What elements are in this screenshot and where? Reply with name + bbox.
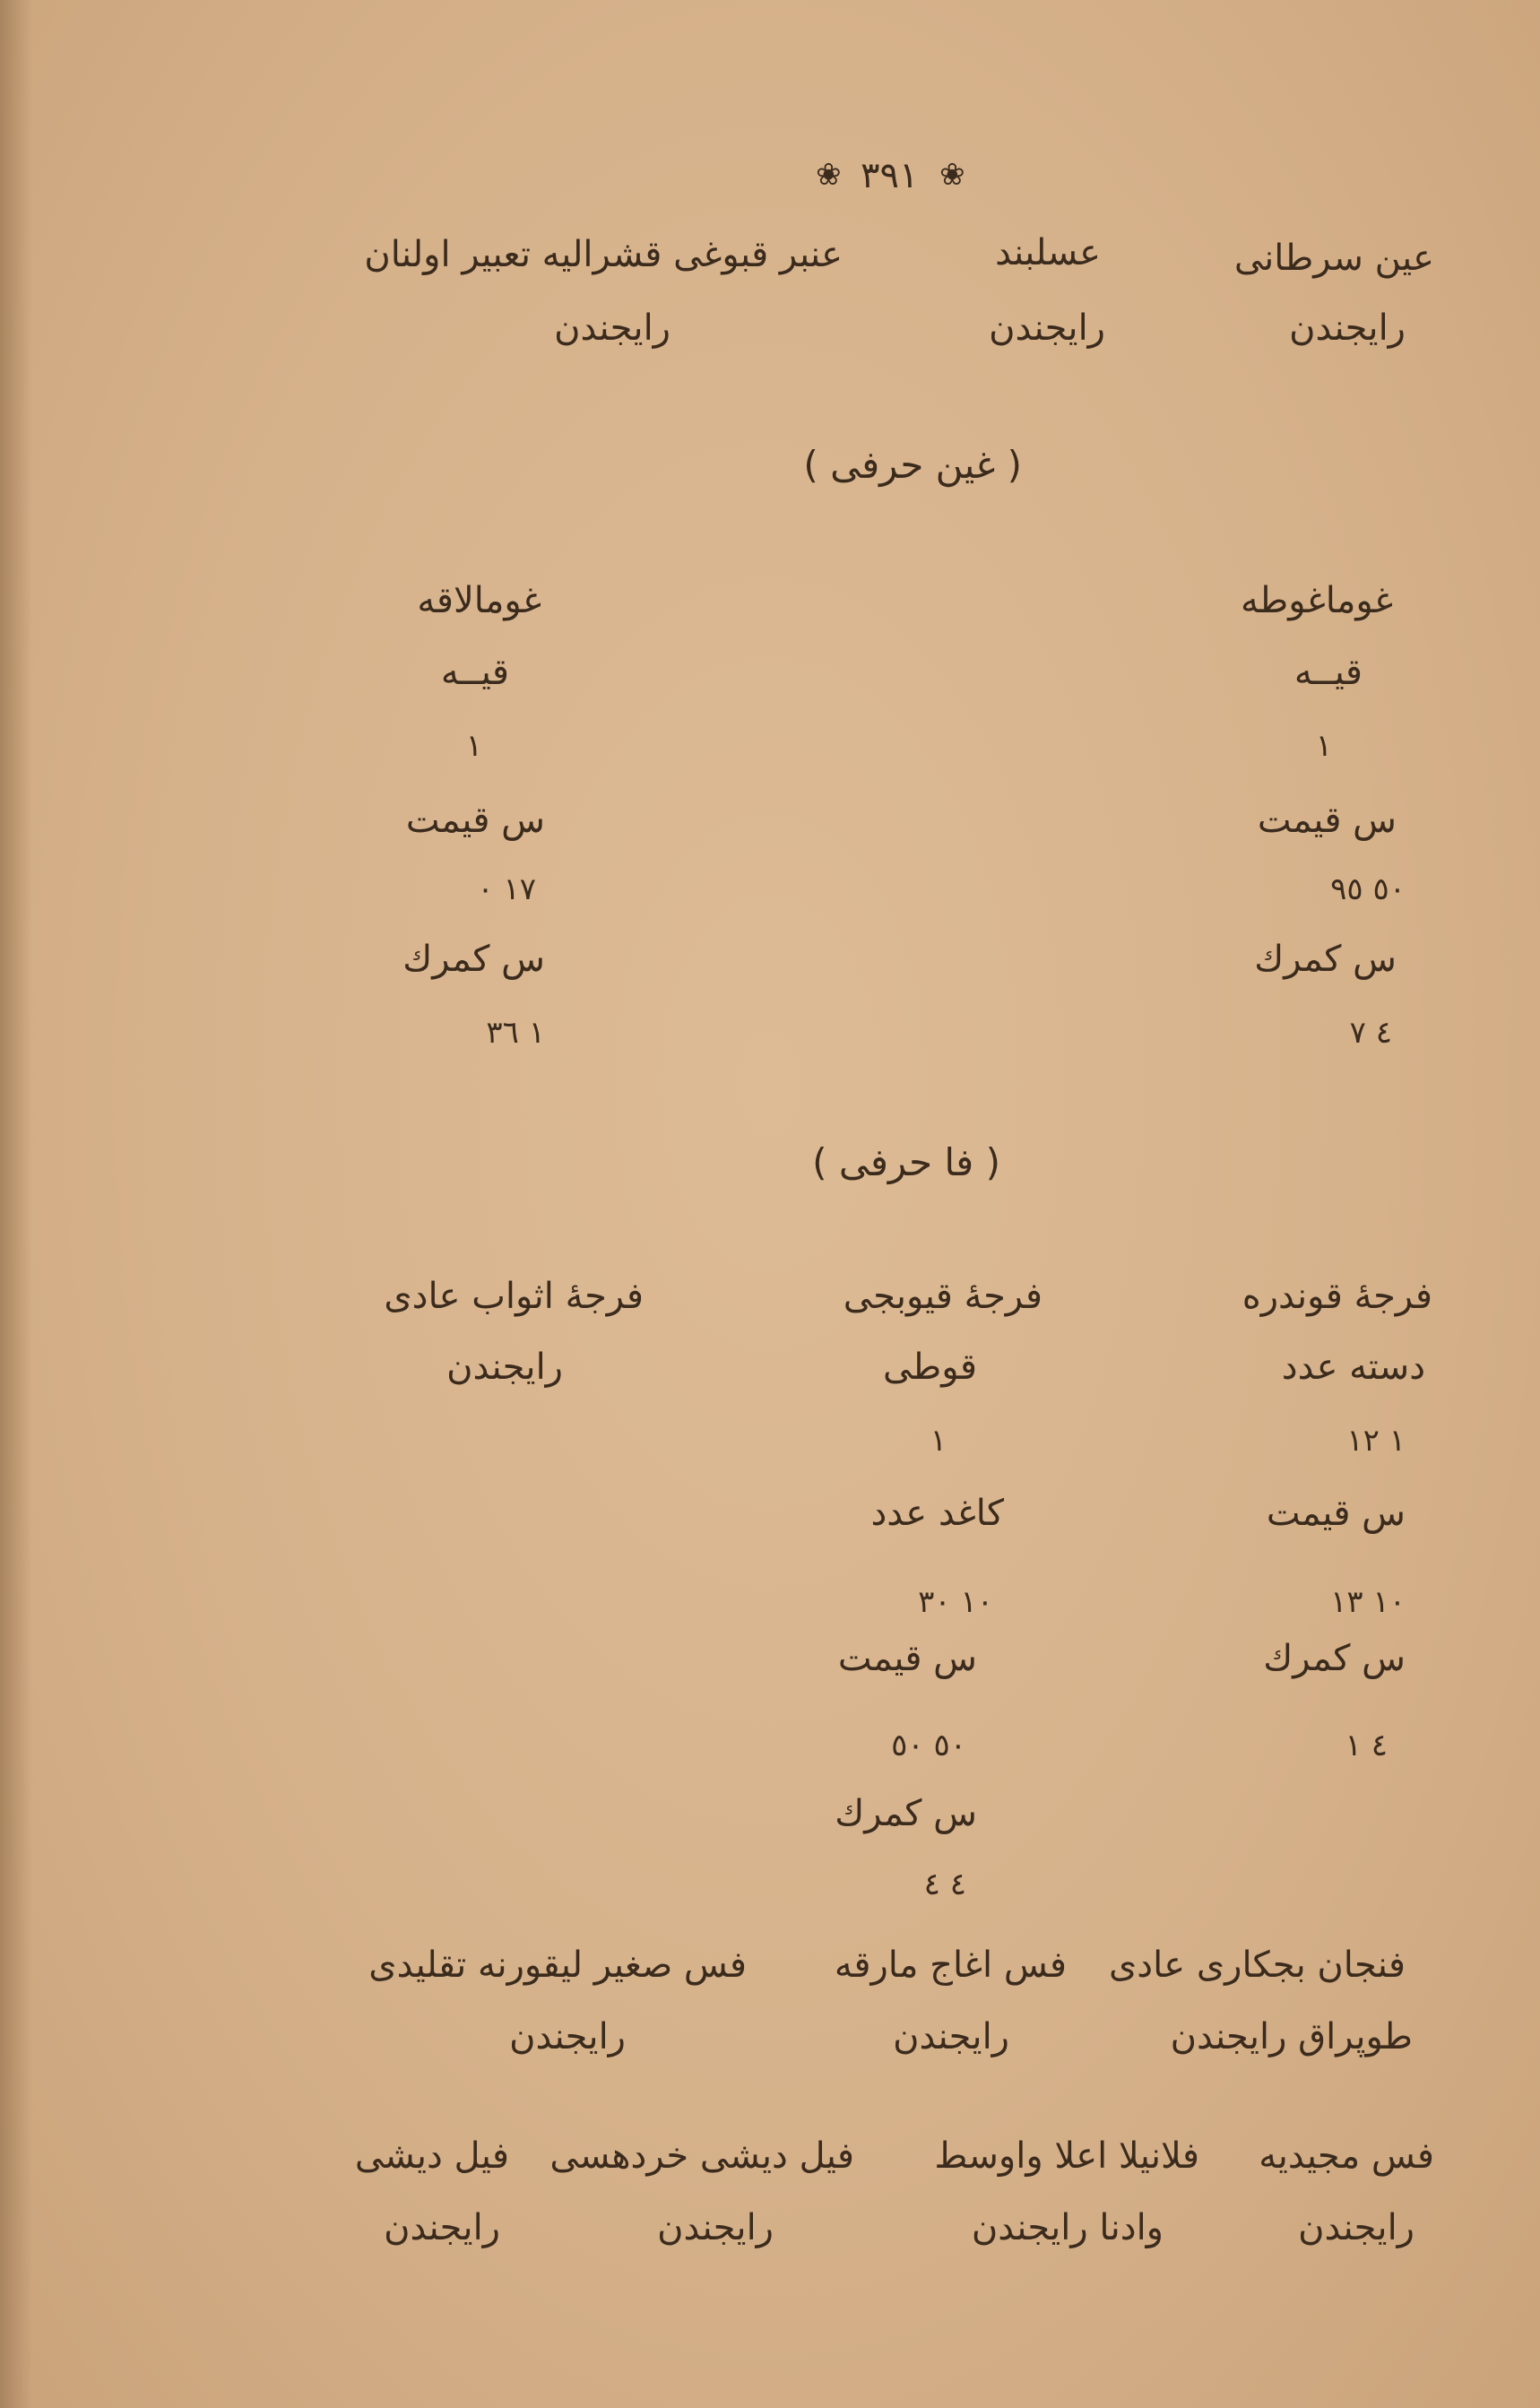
price-label: س قيمت xyxy=(1257,800,1397,841)
entry-title: فرجهٔ اثواب عادى xyxy=(384,1276,644,1317)
unit-label: كاغد عدد xyxy=(870,1493,1004,1534)
price-value: ١٠ ١٣ xyxy=(1330,1584,1406,1620)
ornament-right: ❀ xyxy=(939,157,965,193)
entry-title: عنبر قبوغى قشراليه تعبير اولنان xyxy=(364,234,843,275)
price-value: ٥٠ ٩٥ xyxy=(1330,871,1406,907)
entry-note: رايجندن xyxy=(1298,2207,1415,2248)
entry-note: وادنا رايجندن xyxy=(971,2207,1164,2248)
unit-label: قيــه xyxy=(1293,652,1363,693)
quantity: ١ xyxy=(930,1423,947,1459)
entry-note: طوپراق رايجندن xyxy=(1170,2016,1413,2057)
entry-note: رايجندن xyxy=(1289,307,1406,349)
entry-title: فلانيلا اعلا واوسط xyxy=(934,2135,1199,2177)
unit-label: قيــه xyxy=(440,652,509,693)
entry-note: رايجندن xyxy=(446,1347,563,1388)
unit-label: دسته عدد xyxy=(1281,1347,1425,1388)
price-label: س قيمت xyxy=(1266,1493,1406,1534)
entry-title: غوماغوطه xyxy=(1240,580,1393,621)
entry-note: رايجندن xyxy=(384,2207,500,2248)
unit-label: قوطى xyxy=(883,1347,977,1388)
entry-note: رايجندن xyxy=(657,2207,774,2248)
price-value: ٥٠ ٥٠ xyxy=(891,1728,966,1763)
entry-title: فرجهٔ قيوبجى xyxy=(843,1276,1043,1317)
entry-title: فس مجيديه xyxy=(1259,2135,1434,2177)
entry-note: رايجندن xyxy=(554,307,671,349)
quantity: ١ xyxy=(465,728,482,764)
customs-value: ٤ ١ xyxy=(1345,1728,1388,1763)
price-label: س قيمت xyxy=(405,800,545,841)
entry-note: رايجندن xyxy=(509,2016,626,2057)
price-label: س قيمت xyxy=(837,1638,977,1679)
entry-note: رايجندن xyxy=(893,2016,1009,2057)
ornament-left: ❀ xyxy=(816,157,842,193)
section-heading: ( فا حرفى ) xyxy=(812,1140,1000,1184)
binding-edge-shadow xyxy=(0,0,32,2408)
section-heading: ( غين حرفى ) xyxy=(803,443,1022,487)
entry-title: فس صغير ليقورنه تقليدى xyxy=(368,1945,747,1986)
entry-title: عسلبند xyxy=(995,232,1101,273)
customs-label: س كمرك xyxy=(835,1793,977,1834)
customs-value: ٤ ٧ xyxy=(1349,1015,1392,1051)
customs-label: س كمرك xyxy=(402,939,545,980)
quantity: ١ xyxy=(1315,728,1332,764)
entry-note: رايجندن xyxy=(989,307,1105,349)
price-value: ١٧ ٠ xyxy=(477,871,536,907)
entry-title: فيل ديشى خردهسى xyxy=(549,2135,854,2177)
entry-title: غومالاقه xyxy=(417,580,541,621)
customs-value: ١ ٣٦ xyxy=(486,1015,545,1051)
customs-value: ٤ ٤ xyxy=(923,1867,966,1902)
quantity: ١٠ ٣٠ xyxy=(918,1584,993,1620)
customs-label: س كمرك xyxy=(1254,939,1397,980)
entry-title: عين سرطانى xyxy=(1233,238,1434,279)
entry-title: فنجان بجكارى عادى xyxy=(1108,1945,1406,1986)
page-number: ٣٩١ xyxy=(861,155,919,196)
quantity: ١ ١٢ xyxy=(1346,1423,1406,1459)
entry-title: فرجهٔ قوندره xyxy=(1242,1276,1432,1317)
entry-title: فيل ديشى xyxy=(354,2135,509,2177)
customs-label: س كمرك xyxy=(1263,1638,1406,1679)
entry-title: فس اغاج مارقه xyxy=(834,1945,1067,1986)
